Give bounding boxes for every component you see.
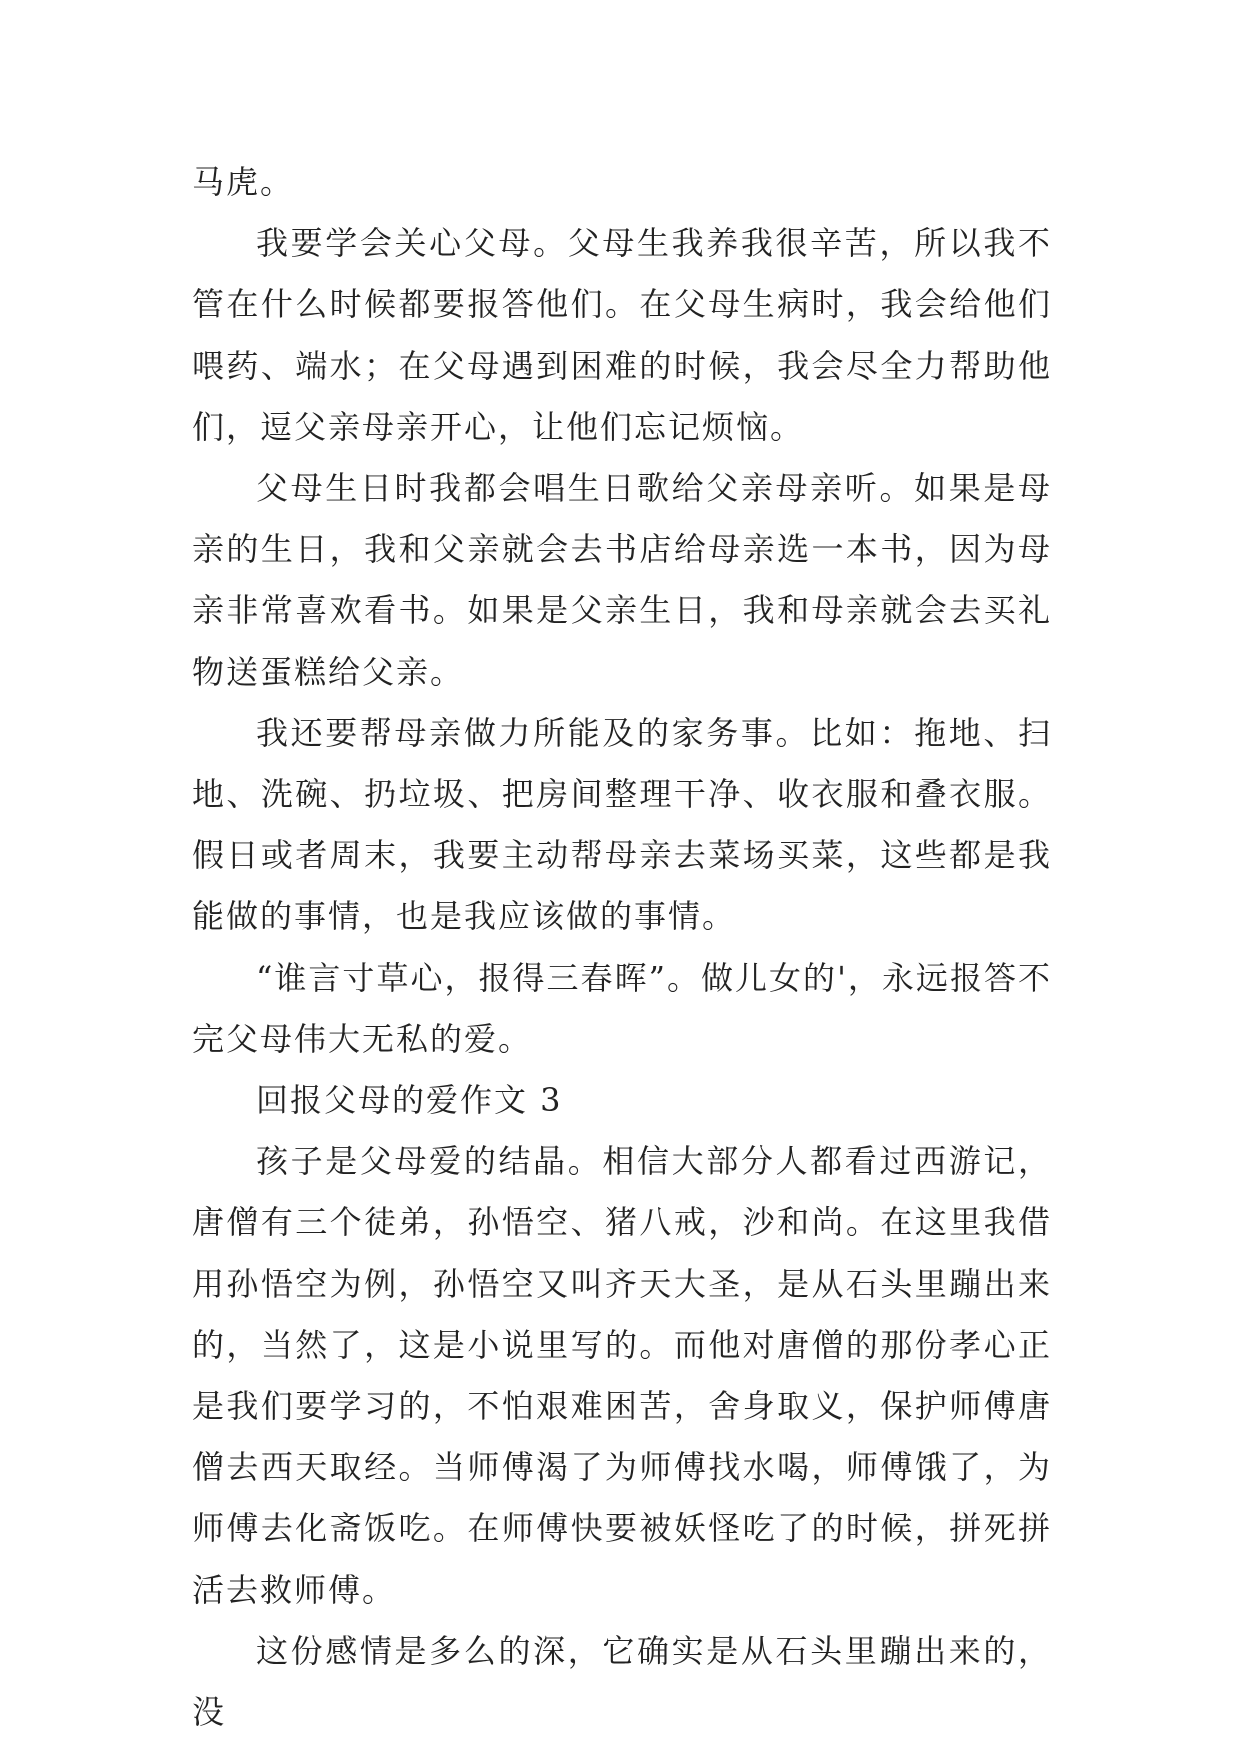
paragraph-housework: 我还要帮母亲做力所能及的家务事。比如：拖地、扫地、洗碗、扔垃圾、把房间整理干净、收衣服和叠衣服。假日或者周末，我要主动帮母亲去菜场买菜，这些都是我能做的事情，也是我应该做的事情。 (192, 713, 1052, 936)
paragraph-journey-west: 孩子是父母爱的结晶。相信大部分人都看过西游记，唐僧有三个徒弟，孙悟空、猪八戒，沙和尚。在这里我借用孙悟空为例，孙悟空又叫齐天大圣，是从石头里蹦出来的，当然了，这是小说里写的。而他对唐僧的那份孝心正是我们要学习的，不怕艰难困苦，舍身取义，保护师傅唐僧去西天取经。当师傅渴了为师傅找水喝，师傅饿了，为师傅去化斋饭吃。在师傅快要被妖怪吃了的时候，拼死拼活去救师傅。 (192, 1142, 1052, 1609)
paragraph-care-for-parents: 我要学会关心父母。父母生我养我很辛苦，所以我不管在什么时候都要报答他们。在父母生病时，我会给他们喂药、端水；在父母遇到困难的时候，我会尽全力帮助他们，逗父亲母亲开心，让他们忘记烦恼。 (192, 224, 1052, 446)
document-body (192, 152, 1052, 1743)
paragraph-deep-feeling: 这份感情是多么的深，它确实是从石头里蹦出来的，没 (192, 1631, 1052, 1732)
section-heading: 回报父母的爱作文 3 (256, 1081, 563, 1120)
paragraph-continuation: 马虎。 (192, 163, 295, 201)
paragraph-quote: “谁言寸草心，报得三春晖”。做儿女的'，永远报答不完父母伟大无私的爱。 (192, 958, 1052, 1058)
paragraph-birthdays: 父母生日时我都会唱生日歌给父亲母亲听。如果是母亲的生日，我和父亲就会去书店给母亲选一本书，因为母亲非常喜欢看书。如果是父亲生日，我和母亲就会去买礼物送蛋糕给父亲。 (192, 469, 1052, 691)
